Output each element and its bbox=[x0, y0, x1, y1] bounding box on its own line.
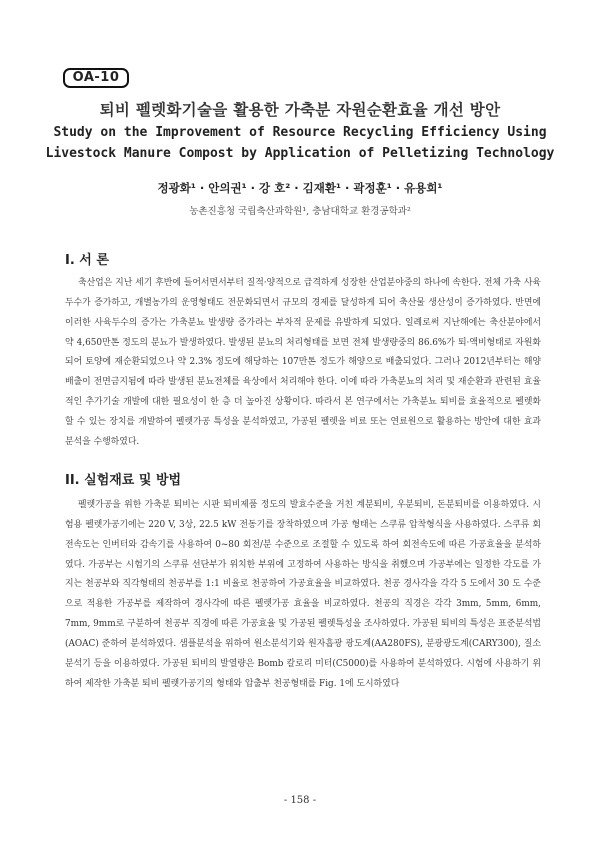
paragraph-introduction: 축산업은 지난 세기 후반에 들어서면서부터 질적·양적으로 급격하게 성장한 산업분야중의 하나에 속한다. 전체 가축 사육두수가 증가하고, 개별농가의 운영형태도 전문화되면서 규모의 경제를 달성하게 되어 축산물 생산성이 증가하였다. 반면에 이러한 사육두수의 증가는 가축분뇨 발생량 증가라는 부차적 문제를 유발하게 되었다. 일례로써 지난해에는 축산분야에서 약 4,650만톤 정도의 분뇨가 발생하였다. 발생된 분뇨의 처리형태를 보면 전체 발생량중의 86.6%가 퇴·액비형태로 자원화되어 토양에 재순환되었으나 약 2.3% 정도에 해당하는 107만톤 정도가 해양으로 배출되었다. 그러나 2012년부터는 해양배출이 전면금지됨에 따라 발생된 분뇨전체를 육상에서 처리해야 한다. 이에 따라 가축분뇨의 처리 및 재순환과 관련된 효율적인 추가기술 개발에 대한 필요성이 한 층 더 높아진 상황이다. 따라서 본 연구에서는 가축분뇨 퇴비를 효율적으로 펠렛화할 수 있는 장치를 개발하여 펠렛가공 특성을 분석하였고, 가공된 펠렛을 비료 또는 연료원으로 활용하는 방안에 대한 효과분석을 수행하였다. bbox=[65, 278, 541, 447]
paragraph-methods: 펠렛가공을 위한 가축분 퇴비는 시판 퇴비제품 정도의 발효수준을 거친 계분퇴비, 우분퇴비, 돈분퇴비를 이용하였다. 시험용 펠렛가공기에는 220 V, 3상, 22.5 kW 전동기를 장착하였으며 가공 형태는 스쿠류 압착형식을 사용하였다. 스쿠류 회전속도는 인버터와 감속기를 사용하여 0~80 회전/분 수준으로 조절할 수 있도록 하여 회전속도에 따른 가공효율을 분석하였다. 가공부는 시험기의 스쿠류 선단부가 위치한 부위에 고정하여 사용하는 방식을 취했으며 가공부에는 일정한 각도를 가지는 천공부와 직각형태의 천공부를 1:1 비율로 천공하여 가공효율을 비교하였다. 천공 경사각을 각각 5 도에서 30 도 수준으로 적용한 가공부를 제작하여 경사각에 따른 펠렛가공 효율을 비교하였다. 천공의 직경은 각각 3mm, 5mm, 6mm, 7mm, 9mm로 구분하여 천공부 직경에 따른 가공효율 및 가공된 펠렛특성을 조사하였다. 가공된 퇴비의 특성은 표준분석법(AOAC) 준하여 분석하였다. 샘플분석을 위하여 원소분석기와 원자흡광 광도계(AA280FS), 분광광도계(CARY300), 질소분석기 등을 이용하였다. 가공된 퇴비의 발열량은 Bomb 칼로리 미터(C5000)를 사용하여 분석하였다. 시험에 사용하기 위하여 제작한 가축분 퇴비 펠렛가공기의 형태와 압출부 천공형태를 Fig. 1에 도시하였다 bbox=[65, 500, 541, 689]
title-korean: 퇴비 펠렛화기술을 활용한 가축분 자원순환효율 개선 방안 bbox=[99, 101, 501, 119]
session-tag: OA-10 bbox=[63, 68, 129, 88]
page-number: - 158 - bbox=[283, 795, 317, 806]
title-english-line-1: Study on the Improvement of Resource Recycling Efficiency Using bbox=[53, 125, 547, 140]
section-heading-introduction: I. 서 론 bbox=[65, 253, 109, 268]
section-heading-methods: II. 실험재료 및 방법 bbox=[65, 473, 182, 488]
author-list: 정광화¹ · 안의권¹ · 강 호² · 김재환¹ · 곽정훈¹ · 유용희¹ bbox=[157, 181, 443, 195]
title-english-line-2: Livestock Manure Compost by Application of Pelletizing Technology bbox=[45, 146, 555, 161]
affiliations: 농촌진흥청 국립축산과학원¹, 충남대학교 환경공학과² bbox=[189, 206, 411, 217]
